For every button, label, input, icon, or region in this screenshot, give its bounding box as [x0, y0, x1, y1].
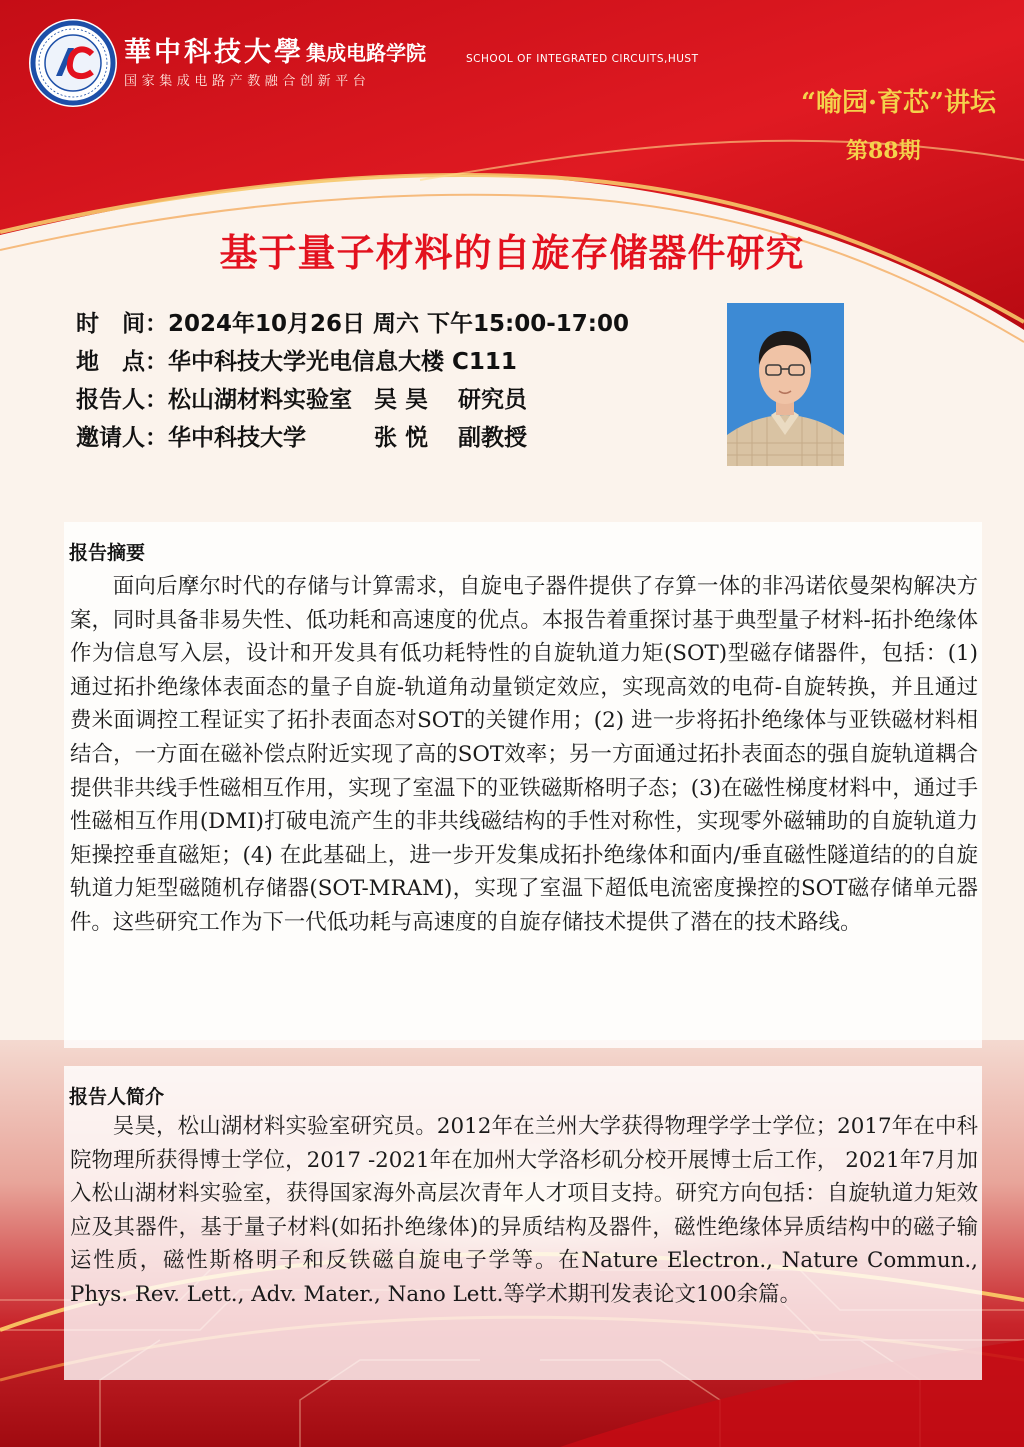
- college-name: 集成电路学院: [306, 41, 426, 65]
- abstract-heading: 报告摘要: [69, 542, 146, 564]
- speaker-title: 研究员: [458, 387, 528, 413]
- abstract-text: 面向后摩尔时代的存储与计算需求，自旋电子器件提供了存算一体的非冯诺依曼架构解决方案，同时具备非易失性、低功耗和高速度的优点。本报告着重探讨基于典型量子材料-拓扑绝缘体作为信息写入层，设计和开发具有低功耗特性的自旋轨道力矩(SOT)型磁存储器件，包括：(1) 通过拓扑绝缘体表面态的量子自旋-轨道角动量锁定效应，实现高效的电荷-自旋转换，并且通过费米面调控工程证实了拓扑表面态对SOT的关键作用；(2) 进一步将拓扑绝缘体与亚铁磁材料相结合，一方面在磁补偿点附近实现了高的SOT效率；另一方面通过拓扑表面态的强自旋轨道耦合提供非共线手性磁相互作用，实现了室温下的亚铁磁斯格明子态；(3)在磁性梯度材料中，通过手性磁相互作用(DMI)打破电流产生的非共线磁结构的手性对称性，实现零外磁辅助的自旋轨道力矩操控垂直磁矩；(4) 在此基础上，进一步开发集成拓扑绝缘体和面内/垂直磁性隧道结的的自旋轨道力矩型磁随机存储器(SOT-MRAM)，实现了室温下超低电流密度操控的SOT磁存储单元器件。这些研究工作为下一代低功耗与高速度的自旋存储技术提供了潜在的技术路线。: [70, 574, 978, 935]
- inviter-label: 邀请人：: [76, 425, 168, 451]
- inviter-org: 华中科技大学: [168, 425, 306, 451]
- bio-text: 吴昊，松山湖材料实验室研究员。2012年在兰州大学获得物理学学士学位；2017年在中科院物理所获得博士学位，2017 -2021年在加州大学洛杉矶分校开展博士后工作， 2021年7月加入松山湖材料实验室，获得国家海外高层次青年人才项目支持。研究方向包括：自旋轨道力矩效应及其器件，基于量子材料(如拓扑绝缘体)的异质结构及器件，磁性绝缘体异质结构中的磁子输运性质，磁性斯格明子和反铁磁自旋电子学等。在Nature Electron., Nature Commun., Phys. Rev. Lett., Adv. Mater., Nano Lett.等学术期刊发表论文100余篇。: [70, 1114, 978, 1307]
- forum-title: “喻园·育芯”讲坛: [801, 88, 996, 118]
- place-label: 地 点：: [76, 349, 168, 375]
- issue-number: 第88期: [846, 138, 921, 164]
- speaker-name: 吴 昊: [374, 387, 429, 413]
- bio-section: [64, 1066, 982, 1380]
- school-name-cn: 華中科技大學: [124, 37, 304, 68]
- hust-ic-logo: [28, 18, 118, 108]
- place-row: [76, 343, 629, 381]
- inviter-name: 张 悦: [374, 425, 429, 451]
- speaker-org: 松山湖材料实验室: [168, 387, 352, 413]
- place-value: 华中科技大学光电信息大楼 C111: [168, 349, 517, 375]
- bio-heading: 报告人简介: [69, 1086, 165, 1108]
- time-label: 时 间：: [76, 311, 168, 337]
- speaker-row: [76, 381, 629, 419]
- talk-info: [76, 305, 629, 457]
- school-name-en: SCHOOL OF INTEGRATED CIRCUITS,HUST: [466, 53, 699, 65]
- time-row: [76, 305, 629, 343]
- speaker-portrait: [727, 303, 844, 466]
- inviter-row: [76, 419, 629, 457]
- inviter-title: 副教授: [458, 425, 528, 451]
- talk-title: 基于量子材料的自旋存储器件研究: [219, 231, 805, 275]
- speaker-label: 报告人：: [76, 387, 168, 413]
- abstract-section: [64, 522, 982, 1048]
- time-value: 2024年10月26日 周六 下午15:00-17:00: [168, 311, 630, 337]
- platform-name: 国家集成电路产教融合创新平台: [124, 74, 371, 89]
